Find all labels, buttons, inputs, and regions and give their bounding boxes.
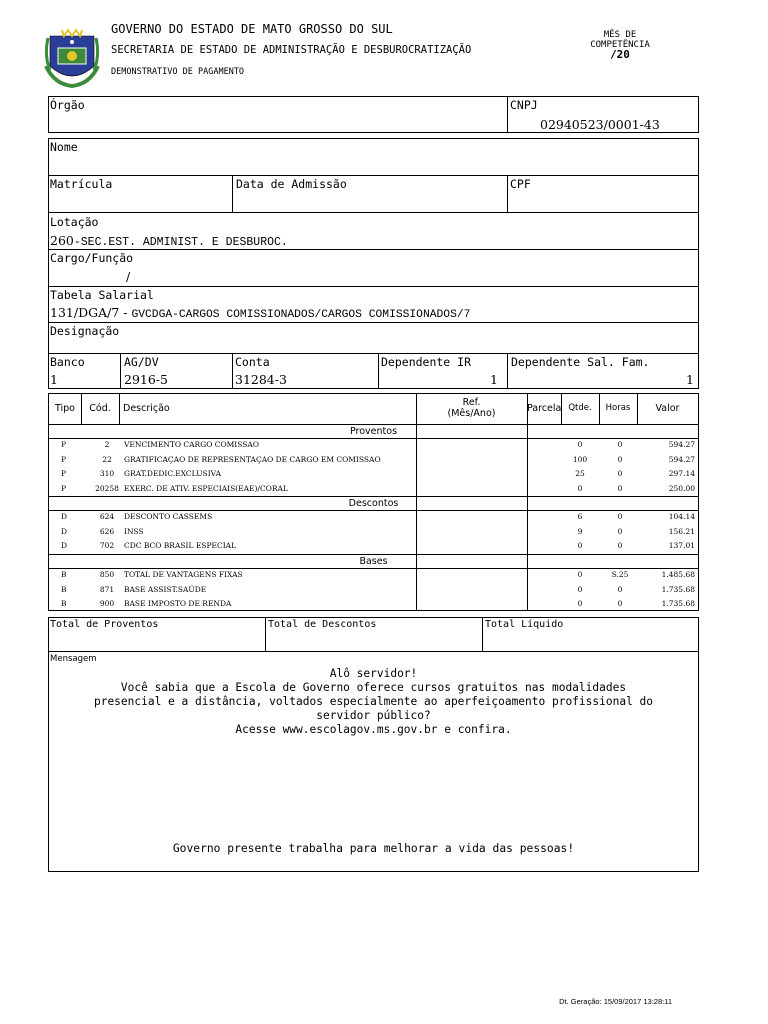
col-tipo-header: Tipo (55, 403, 75, 414)
conta-value: 31284-3 (235, 372, 287, 387)
row-qtde: 0 (577, 570, 583, 579)
table-row (49, 438, 698, 452)
row-qtde: 0 (577, 483, 583, 493)
row-qtde: 0 (577, 541, 583, 550)
row-tipo: D (61, 526, 68, 536)
row-tipo: B (61, 584, 67, 594)
message-line-3: presencial e a distância, voltados especialmente ao aperfeiçoamento profissional do (93, 695, 654, 708)
cargo-value: / (126, 269, 131, 284)
divider (482, 617, 483, 652)
row-cod: 850 (99, 570, 115, 579)
table-row (49, 467, 698, 481)
col-parcela-header: Parcela (527, 403, 562, 414)
agdv-value: 2916-5 (124, 372, 168, 387)
cargo-row (48, 249, 699, 287)
row-valor: 104.14 (668, 512, 695, 521)
message-line-4: servidor público? (316, 709, 431, 722)
row-horas: 0 (617, 599, 623, 608)
admissao-label: Data de Admissão (236, 177, 347, 191)
designacao-row (48, 322, 699, 354)
dep-sal-label: Dependente Sal. Fam. (511, 355, 650, 369)
divider (265, 617, 266, 652)
row-tipo: B (61, 599, 67, 608)
row-valor: 1.735.68 (661, 584, 695, 594)
row-horas: 0 (617, 541, 623, 550)
cnpj-value: 02940523/0001-43 (540, 117, 660, 132)
row-tipo: P (61, 440, 67, 449)
row-descricao: VENCIMENTO CARGO COMISSAO (124, 440, 259, 449)
row-qtde: 0 (577, 440, 583, 449)
row-horas: 0 (617, 454, 623, 464)
tabela-value (50, 305, 470, 321)
row-tipo: D (61, 512, 68, 521)
message-footer: Governo presente trabalha para melhorar a vida das pessoas! (172, 842, 575, 855)
row-valor: 156.21 (668, 526, 695, 536)
row-cod: 871 (99, 584, 115, 594)
total-descontos-label: Total de Descontos (268, 619, 377, 630)
state-coat-of-arms-logo (44, 26, 100, 88)
row-tipo: P (61, 483, 67, 493)
row-valor: 137.01 (668, 541, 695, 550)
row-descricao: CDC BCO BRASIL ESPECIAL (124, 541, 237, 550)
row-qtde: 9 (577, 526, 583, 536)
tabela-code: 131/DGA/7 - (50, 305, 132, 320)
competencia-value: /20 (610, 48, 630, 61)
banco-value: 1 (50, 372, 58, 387)
row-qtde: 25 (575, 469, 585, 478)
divider (232, 353, 233, 389)
cnpj-label: CNPJ (510, 98, 538, 112)
dep-sal-value: 1 (686, 372, 694, 387)
orgao-label: Órgão (50, 98, 85, 112)
row-horas: 0 (617, 584, 623, 594)
dep-ir-value: 1 (490, 372, 498, 387)
designacao-label: Designação (50, 324, 120, 338)
message-body (49, 667, 698, 737)
competencia-label-1: MÊS DE (603, 30, 637, 40)
lotacao-code: 260 (50, 233, 74, 248)
section-bases: Bases (49, 554, 698, 569)
generation-timestamp: Dt. Geração: 15/09/2017 13:28:11 (559, 997, 672, 1006)
row-qtde: 6 (577, 512, 583, 521)
divider (232, 175, 233, 213)
col-cod-header: Cód. (89, 403, 111, 414)
col-valor-header: Valor (655, 403, 680, 414)
divider (507, 175, 508, 213)
row-cod: 20258 (95, 483, 119, 493)
nome-row (48, 138, 699, 176)
message-line-1: Alô servidor! (329, 667, 418, 680)
message-line-2: Você sabia que a Escola de Governo oferece cursos gratuitos nas modalidades (120, 681, 627, 694)
table-row (49, 583, 698, 597)
document-title: DEMONSTRATIVO DE PAGAMENTO (111, 67, 245, 77)
message-line-5: Acesse www.escolagov.ms.gov.br e confira. (235, 723, 512, 736)
col-qtde-header: Qtde. (568, 403, 592, 413)
row-valor: 1.485.68 (661, 570, 695, 579)
agdv-label: AG/DV (124, 355, 159, 369)
row-cod: 310 (99, 469, 115, 478)
table-row (49, 597, 698, 611)
row-qtde: 100 (572, 454, 588, 464)
row-qtde: 0 (577, 599, 583, 608)
conta-label: Conta (235, 355, 270, 369)
total-proventos-label: Total de Proventos (50, 619, 159, 630)
row-cod: 2 (104, 440, 110, 449)
table-row (49, 482, 698, 496)
row-tipo: D (61, 541, 68, 550)
col-ref-header-1: Ref. (462, 397, 481, 408)
row-descricao: BASE ASSIST.SAÚDE (124, 584, 207, 594)
table-row (49, 539, 698, 553)
section-proventos: Proventos (49, 424, 698, 439)
row-descricao: INSS (124, 526, 144, 536)
divider (507, 353, 508, 389)
row-valor: 1.735.68 (661, 599, 695, 608)
row-cod: 900 (99, 599, 115, 608)
row-qtde: 0 (577, 584, 583, 594)
divider (119, 394, 120, 424)
row-horas: 0 (617, 440, 623, 449)
table-row (49, 453, 698, 467)
lotacao-text: -SEC.EST. ADMINIST. E DESBUROC. (73, 236, 288, 249)
table-row (49, 525, 698, 539)
table-row (49, 510, 698, 524)
lotacao-label: Lotação (50, 215, 99, 229)
message-label: Mensagem (50, 654, 97, 664)
row-descricao: EXERC. DE ATIV. ESPECIAIS(EAE)/CORAL (124, 483, 288, 493)
row-descricao: BASE IMPOSTO DE RENDA (124, 599, 232, 608)
row-horas: 0 (617, 512, 623, 521)
secretariat-title: SECRETARIA DE ESTADO DE ADMINISTRAÇÃO E DESBUROCRATIZAÇÃO (111, 44, 472, 56)
row-tipo: P (61, 454, 67, 464)
row-valor: 297.14 (668, 469, 695, 478)
row-horas: 0 (617, 483, 623, 493)
col-ref-header-2: (Mês/Ano) (447, 408, 496, 419)
row-valor: 250.00 (668, 483, 695, 493)
total-liquido-label: Total Líquido (485, 619, 564, 630)
tabela-label: Tabela Salarial (50, 288, 154, 302)
dep-ir-label: Dependente IR (381, 355, 472, 369)
row-valor: 594.27 (668, 440, 695, 449)
row-descricao: TOTAL DE VANTAGENS FIXAS (124, 570, 243, 579)
matricula-label: Matrícula (50, 177, 113, 191)
row-cod: 626 (99, 526, 115, 536)
cargo-label: Cargo/Função (50, 251, 134, 265)
table-row (49, 568, 698, 582)
col-descricao-header: Descrição (123, 403, 170, 414)
divider (378, 353, 379, 389)
divider (507, 96, 508, 133)
row-cod: 702 (99, 541, 115, 550)
payment-items-table (48, 393, 699, 611)
divider (120, 353, 121, 389)
competencia-label-2: COMPETÊNCIA (590, 40, 650, 50)
row-descricao: GRAT.DEDIC.EXCLUSIVA (124, 469, 221, 478)
row-horas: 0 (617, 526, 623, 536)
row-tipo: P (61, 469, 67, 478)
section-descontos: Descontos (49, 496, 698, 511)
nome-label: Nome (50, 140, 78, 154)
matricula-row (48, 175, 699, 213)
row-cod: 624 (99, 512, 115, 521)
competencia-block (570, 30, 670, 60)
row-valor: 594.27 (668, 454, 695, 464)
row-descricao: DESCONTO CASSEMS (124, 512, 213, 521)
row-horas: 0 (617, 469, 623, 478)
row-horas: S.25 (611, 570, 629, 579)
row-tipo: B (61, 570, 67, 579)
row-descricao: GRATIFICAÇAO DE REPRESENTAÇAO DE CARGO EM COMISSAO (124, 454, 381, 464)
cpf-label: CPF (510, 177, 531, 191)
government-title: GOVERNO DO ESTADO DE MATO GROSSO DO SUL (111, 22, 393, 36)
lotacao-value (50, 233, 288, 249)
tabela-text: GVCDGA-CARGOS COMISSIONADOS/CARGOS COMISSIONADOS/7 (131, 309, 471, 321)
col-horas-header: Horas (605, 403, 631, 413)
row-cod: 22 (102, 454, 112, 464)
banco-label: Banco (50, 355, 85, 369)
